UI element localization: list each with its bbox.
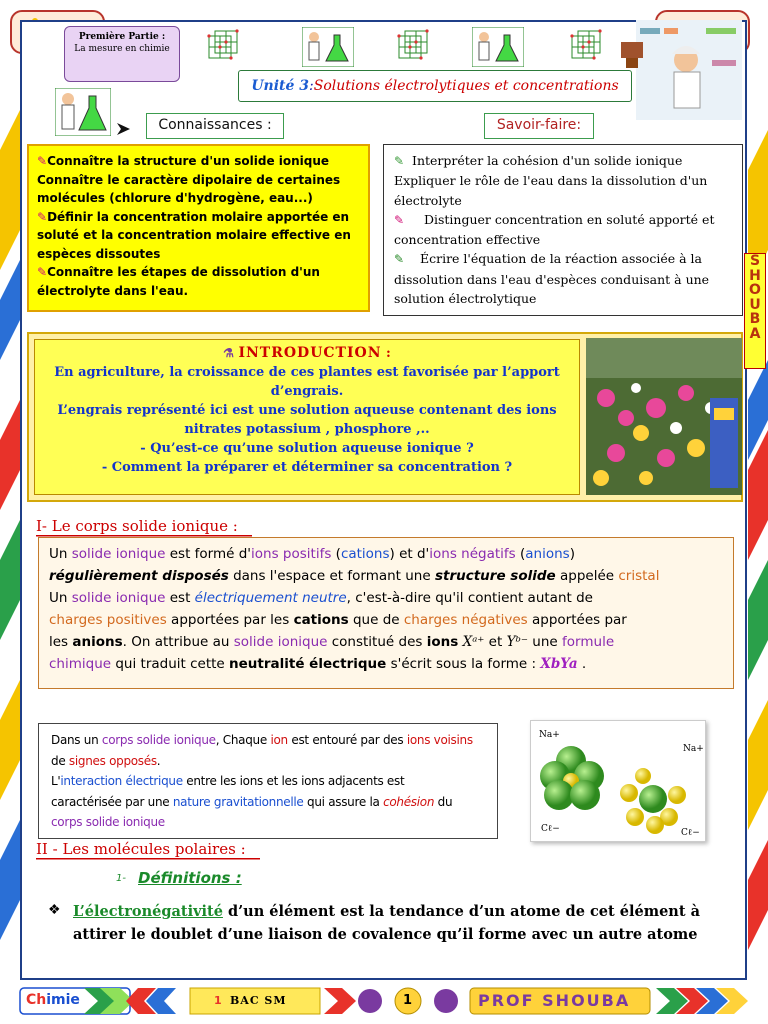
flask-icon: ⚗ xyxy=(223,346,234,360)
pencil-icon: ✎ xyxy=(37,209,48,224)
list-item: ✎ Distinguer concentration en soluté apporté et concentration effective xyxy=(394,211,715,248)
intro-line: En agriculture, la croissance de ces plantes est favorisée par l’apport d’engrais. xyxy=(54,365,560,399)
lattice-icon xyxy=(205,28,241,64)
unit-title: Solutions électrolytiques et concentrations xyxy=(313,78,619,94)
bullet-icon: ❖ xyxy=(48,902,61,918)
intro-box xyxy=(34,339,580,495)
pencil-icon: ✎ xyxy=(37,154,48,168)
pencil-icon: ✎ xyxy=(394,212,405,227)
pencil-icon: ✎ xyxy=(37,265,48,279)
intro-line: - Qu’est-ce qu’une solution aqueuse ionique ? xyxy=(140,441,474,456)
section2-underline xyxy=(36,858,260,860)
ionic-solid-definition: Un solide ionique est formé d'ions positifs (cations) et d'ions négatifs (anions) régulièrement disposés dans l'espace et formant une structure solide appelée cristal Un solide ionique est électriquement neutre, c'est-à-dire qu'il contient autant de charges positives apportées par les cations que de charges négatives apportées par les anions. On attribue au solide ionique constitué des ions Xᵃ⁺ et Yᵇ⁻ une formule chimique qui traduit cette neutralité électrique s'écrit sous la forme : XbYa . xyxy=(38,537,734,689)
na-label: Na+ xyxy=(683,744,704,754)
electronegativity-definition: L’électronégativité d’un élément est la tendance d’un atome de cet élément à attirer le doublet d’une liaison de covalence qu’il forme avec un autre atome xyxy=(73,903,700,943)
list-item: Connaître le caractère dipolaire de certaines molécules (chlorure d'hydrogène, eau...) xyxy=(37,172,341,205)
unit-number: Unité 3 xyxy=(251,78,310,94)
footer-author: PROF SHOUBA xyxy=(478,991,631,1010)
list-item: ✎ Interpréter la cohésion d'un solide ionique xyxy=(394,153,683,168)
subsection-number: 1- xyxy=(116,873,126,884)
chemist-flask-icon xyxy=(55,88,111,136)
part-label-line1: Première Partie : xyxy=(78,32,166,42)
side-label: SHOUBA xyxy=(744,253,766,369)
lattice-icon xyxy=(395,28,431,64)
list-item: ✎Connaître la structure d'un solide ionique xyxy=(37,154,330,168)
chemist-flask-icon xyxy=(472,27,524,67)
list-item: ✎Connaître les étapes de dissolution d'un électrolyte dans l'eau. xyxy=(37,265,320,298)
page-number: 1 xyxy=(403,993,413,1008)
lattice-icon xyxy=(568,28,604,64)
intro-line: - Comment la préparer et déterminer sa concentration ? xyxy=(101,460,513,475)
footer-level-num: 1 xyxy=(214,994,222,1007)
nacl-description: Dans un corps solide ionique, Chaque ion est entouré par des ions voisins de signes opposés. L'interaction électrique entre les ions et les ions adjacents est caractérisée par une nature gravitationnelle qui assure la cohésion du corps solide ionique xyxy=(38,723,498,839)
chemist-flask-icon xyxy=(302,27,354,67)
section2-title: II - Les molécules polaires : xyxy=(36,840,246,858)
cl-label: Cℓ− xyxy=(681,828,700,838)
cl-label: Cℓ− xyxy=(541,824,560,834)
intro-heading-row: ⚗ INTRODUCTION : xyxy=(223,345,391,361)
arrowhead-icon xyxy=(116,122,132,136)
footer-subject: Chimie xyxy=(26,992,80,1008)
subsection-title: Définitions : xyxy=(138,869,242,887)
footer-level: BAC SM xyxy=(230,994,287,1007)
list-item: Expliquer le rôle de l'eau dans la dissolution d'un électrolyte xyxy=(394,173,708,208)
part-label-line2: La mesure en chimie xyxy=(74,44,170,54)
pencil-icon: ✎ xyxy=(394,252,405,267)
flowers-photo xyxy=(586,338,742,495)
intro-heading: INTRODUCTION xyxy=(238,345,382,361)
savoir-faire-box xyxy=(383,144,743,316)
connaissances-box xyxy=(27,144,370,312)
nacl-crystal-image xyxy=(530,720,706,842)
part-label-box xyxy=(64,26,180,82)
pencil-icon: ✎ xyxy=(394,154,405,168)
section1-title: I- Le corps solide ionique : xyxy=(36,517,238,535)
na-label: Na+ xyxy=(539,730,560,740)
footer-bar xyxy=(0,984,768,1024)
unit-title-box: Unité 3:Solutions électrolytiques et concentrations xyxy=(238,70,632,102)
savoir-faire-label: Savoir-faire: xyxy=(484,113,594,139)
intro-line: L’engrais représenté ici est une solution aqueuse contenant des ions nitrates potassium , phosphore ,.. xyxy=(57,403,557,437)
list-item: ✎Définir la concentration molaire apportée en soluté et la concentration molaire effective en espèces dissoutes xyxy=(37,209,351,261)
list-item: ✎ Écrire l'équation de la réaction associée à la dissolution dans l'eau d'espèces conduisant à une solution électrolytique xyxy=(394,251,710,307)
connaissances-label: Connaissances : xyxy=(146,113,284,139)
professor-illustration xyxy=(616,20,742,120)
